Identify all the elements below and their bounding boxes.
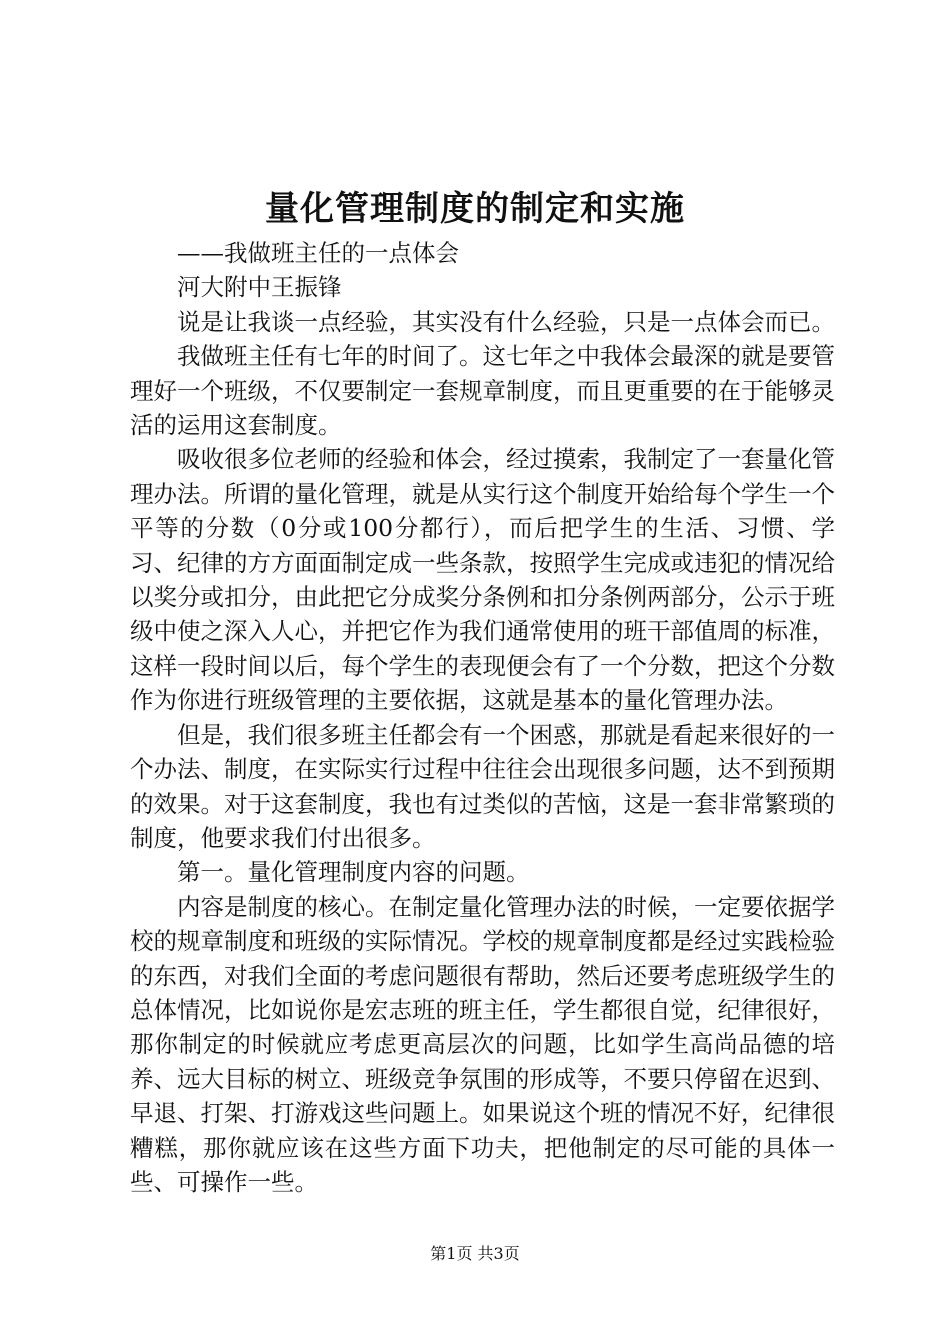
document-title: 量化管理制度的制定和实施 bbox=[265, 189, 685, 229]
paragraph: 我做班主任有七年的时间了。这七年之中我体会最深的就是要管理好一个班级，不仅要制定一套规章制度，而且更重要的在于能够灵活的运用这套制度。 bbox=[130, 342, 835, 440]
section-heading: 第一。量化管理制度内容的问题。 bbox=[177, 858, 530, 887]
document-author: 河大附中王振锋 bbox=[177, 273, 342, 302]
paragraph: 说是让我谈一点经验，其实没有什么经验，只是一点体会而已。 bbox=[177, 307, 835, 336]
page-footer: 第1页 共3页 bbox=[430, 1244, 520, 1263]
paragraph: 但是，我们很多班主任都会有一个困惑，那就是看起来很好的一个办法、制度，在实际实行过程中往往会出现很多问题，达不到预期的效果。对于这套制度，我也有过类似的苦恼，这是一套非常繁琐的制度，他要求我们付出很多。 bbox=[130, 720, 835, 852]
paragraph: 内容是制度的核心。在制定量化管理办法的时候，一定要依据学校的规章制度和班级的实际情况。学校的规章制度都是经过实践检验的东西，对我们全面的考虑问题很有帮助，然后还要考虑班级学生的总体情况，比如说你是宏志班的班主任，学生都很自觉，纪律很好，那你制定的时候就应考虑更高层次的问题，比如学生高尚品德的培养、远大目标的树立、班级竞争氛围的形成等，不要只停留在迟到、早退、打架、打游戏这些问题上。如果说这个班的情况不好，纪律很糟糕，那你就应该在这些方面下功夫，把他制定的尽可能的具体一些、可操作一些。 bbox=[130, 892, 835, 1196]
document-body bbox=[130, 236, 835, 1199]
paragraph: 吸收很多位老师的经验和体会，经过摸索，我制定了一套量化管理办法。所谓的量化管理，就是从实行这个制度开始给每个学生一个平等的分数（0分或100分都行），而后把学生的生活、习惯、学习、纪律的方方面面制定成一些条款，按照学生完成或违犯的情况给以奖分或扣分，由此把它分成奖分条例和扣分条例两部分，公示于班级中使之深入人心，并把它作为我们通常使用的班干部值周的标准，这样一段时间以后，每个学生的表现便会有了一个分数，把这个分数作为你进行班级管理的主要依据，这就是基本的量化管理办法。 bbox=[130, 445, 835, 715]
document-subtitle: ——我做班主任的一点体会 bbox=[177, 239, 459, 267]
